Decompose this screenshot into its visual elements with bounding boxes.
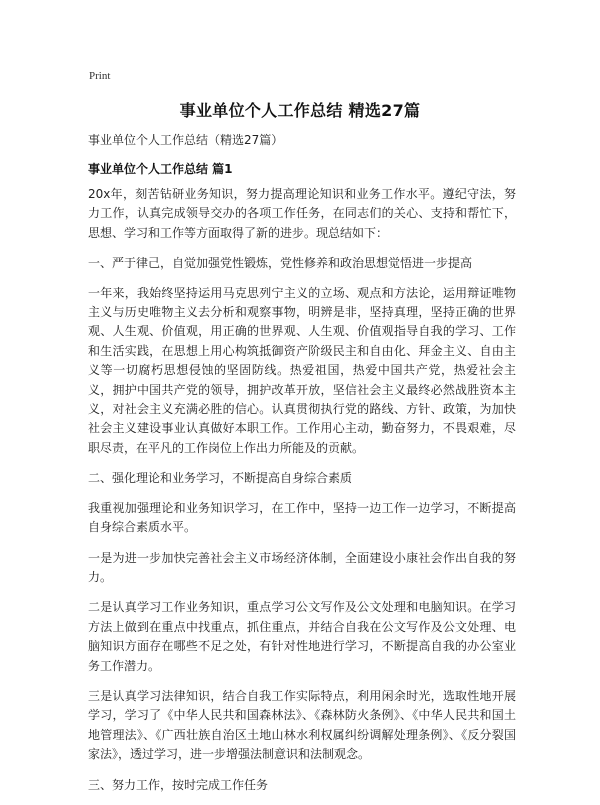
document-title: 事业单位个人工作总结 精选27篇 [179, 101, 421, 120]
print-link[interactable]: Print [89, 70, 111, 82]
paragraph-point-3: 三是认真学习法律知识，结合自我工作实际特点，利用闲余时光，选取性地开展学习，学习了《中华人民共和国森林法》、《森林防火条例》、《中华人民共和国土地管理法》、《广西壮族自治区土地山林水利权属纠纷调解处理条例》、《反分裂国家法》，透过学习，进一步增强法制意识和法制观念。 [88, 688, 516, 762]
paragraph-body-2: 我重视加强理论和业务知识学习，在工作中，坚持一边工作一边学习，不断提高自身综合素质水平。 [88, 500, 516, 535]
paragraph-point-1: 一是为进一步加快完善社会主义市场经济体制，全面建设小康社会作出自我的努力。 [88, 550, 516, 584]
paragraph-point-2: 二是认真学习工作业务知识，重点学习公文写作及公文处理和电脑知识。在学习方法上做到在重点中找重点，抓住重点，并结合自我在公文写作及公文处理、电脑知识方面存在哪些不足之处，有针对性地进行学习，不断提高自我的办公室业务工作潜力。 [88, 600, 516, 673]
paragraph-heading-3: 三、努力工作，按时完成工作任务 [88, 777, 269, 792]
document-subtitle: 事业单位个人工作总结（精选27篇） [88, 133, 284, 147]
section-heading: 事业单位个人工作总结 篇1 [88, 162, 233, 176]
paragraph-heading-2: 二、强化理论和业务学习，不断提高自身综合素质 [88, 471, 353, 486]
paragraph-intro: 20x年，刻苦钻研业务知识，努力提高理论知识和业务工作水平。遵纪守法，努力工作，认真完成领导交办的各项工作任务，在同志们的关心、支持和帮忙下，思想、学习和工作等方面取得了新的进步。现总结如下： [88, 187, 516, 240]
document-body [88, 185, 516, 805]
paragraph-heading-1: 一、严于律己，自觉加强党性锻炼，党性修养和政治思想觉悟进一步提高 [88, 256, 473, 271]
paragraph-body-1: 一年来，我始终坚持运用马克思列宁主义的立场、观点和方法论，运用辩证唯物主义与历史唯物主义去分析和观察事物，明辨是非，坚持真理，坚持正确的世界观、人生观、价值观，用正确的世界观、人生观、价值观指导自我的学习、工作和生活实践，在思想上用心构筑抵御资产阶级民主和自由化、拜金主义、自由主义等一切腐朽思想侵蚀的坚固防线。热爱祖国，热爱中国共产党，热爱社会主义，拥护中国共产党的领导，拥护改革开放，坚信社会主义最终必然战胜资本主义，对社会主义充满必胜的信心。认真贯彻执行党的路线、方针、政策，为加快社会主义建设事业认真做好本职工作。工作用心主动，勤奋努力，不畏艰难，尽职尽责，在平凡的工作岗位上作出力所能及的贡献。 [88, 285, 516, 455]
